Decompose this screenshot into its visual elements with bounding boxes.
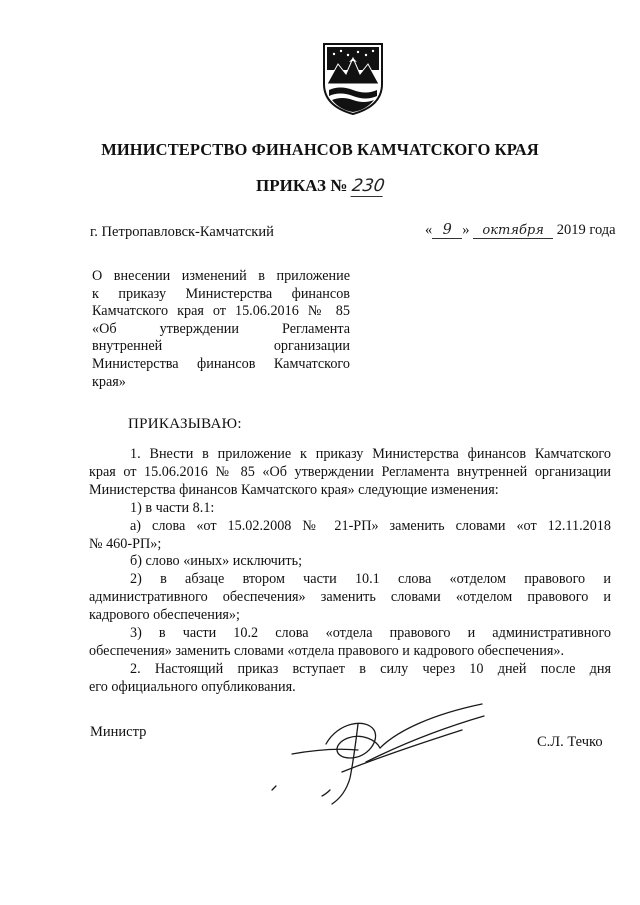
signatory-position: Министр [90,724,147,740]
order-date [425,222,616,239]
place-of-issue: г. Петропавловск-Камчатский [90,224,274,240]
subject-line: Камчатского края от 15.06.2016 № 85 [92,303,350,320]
subject-line: О внесении изменений в приложение [92,268,350,284]
body-line: 2. Настоящий приказ вступает в силу через 10 дней после дня [130,660,611,677]
date-open-quote: « [425,222,433,238]
body-line: обеспечения» заменить словами «отдела правового и кадрового обеспечения». [89,642,565,659]
ministry-title: МИНИСТЕРСТВО ФИНАНСОВ КАМЧАТСКОГО КРАЯ [101,140,539,159]
body-line: 1. Внести в приложение к приказу Министерства финансов Камчатского [130,446,611,462]
order-number: 230 [350,176,386,196]
body-line: кадрового обеспечения»; [89,607,240,624]
body-line: 2) в абзаце втором части 10.1 слова «отделом правового и [130,571,611,588]
body-line: его официального опубликования. [89,678,296,695]
signatory-name: С.Л. Течко [537,734,603,750]
order-subject [92,268,350,391]
coat-of-arms-emblem [322,40,384,116]
date-day: 9 [432,222,462,239]
subject-line: «Об утверждении Регламента [92,320,350,337]
body-line: административного обеспечения» заменить словами «отделом правового и [89,589,611,606]
order-heading [0,176,640,197]
handwritten-signature [262,700,492,810]
body-line: б) слово «иных» исключить; [130,553,303,570]
directive-heading: ПРИКАЗЫВАЮ: [128,416,242,432]
subject-line: Министерства финансов Камчатского [92,355,350,372]
subject-line: внутренней организации [92,338,350,355]
order-label: ПРИКАЗ № [255,176,348,195]
body-line: № 460-РП»; [89,535,162,552]
date-month: октября [473,223,553,239]
body-line: 1) в части 8.1: [130,499,215,516]
body-line: 3) в части 10.2 слова «отдела правового и административного [130,625,611,642]
body-line: Министерства финансов Камчатского края» следующие изменения: [89,481,499,498]
order-body [89,446,611,697]
subject-line: края» [92,373,126,390]
date-year: 2019 года [556,222,616,238]
body-line: края от 15.06.2016 № 85 «Об утверждении Регламента внутренней организации [89,463,611,480]
body-line: а) слова «от 15.02.2008 № 21-РП» заменить словами «от 12.11.2018 [130,517,611,534]
subject-line: к приказу Министерства финансов [92,285,350,302]
date-close-quote: » [462,222,470,238]
